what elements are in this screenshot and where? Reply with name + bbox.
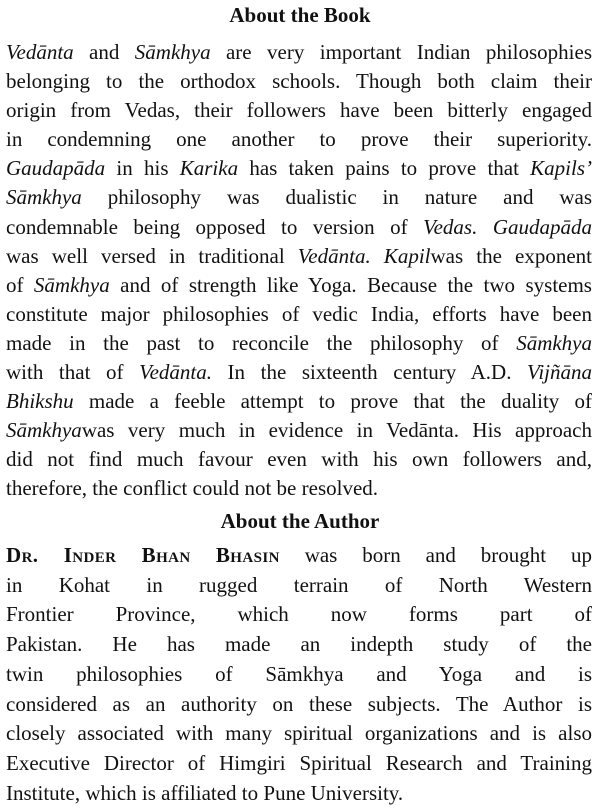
text-run: made in the past to reconcile the philosophy of xyxy=(6,330,517,355)
italic-term: Sāmkhya xyxy=(33,272,110,297)
text-line xyxy=(6,719,592,749)
italic-term: Sāmkhya xyxy=(516,330,592,355)
text-run: and of strength like Yoga. Because the two systems xyxy=(109,272,592,297)
text-line xyxy=(6,213,592,242)
text-line xyxy=(6,474,592,503)
text-line xyxy=(6,779,592,808)
text-run: in Kohat in rugged terrain of North Western xyxy=(6,572,592,597)
text-line xyxy=(6,749,592,779)
text-line xyxy=(6,300,592,329)
text-line xyxy=(6,541,592,571)
text-run: Pakistan. He has made an indepth study of the xyxy=(6,632,592,657)
italic-term: Sāmkhya xyxy=(134,40,211,64)
italic-term: Sāmkhya xyxy=(6,185,82,210)
text-run: therefore, the conflict could not be resolved. xyxy=(6,476,379,501)
text-run: are very important Indian philosophies xyxy=(210,40,592,64)
text-run: was the exponent xyxy=(430,243,592,268)
text-line xyxy=(6,690,592,720)
text-run: closely associated with many spiritual organizations and is also xyxy=(6,721,592,746)
text-run: did not find much favour even with his own followers and, xyxy=(6,447,592,472)
text-run: in his xyxy=(105,156,180,181)
italic-term: Vedānta xyxy=(6,40,74,64)
about-the-author-paragraph xyxy=(6,541,592,808)
text-run: In the sixteenth century A.D. xyxy=(211,360,528,385)
text-run: philosophy was dualistic in nature and was xyxy=(81,185,592,210)
text-line xyxy=(6,242,592,271)
text-line xyxy=(6,271,592,300)
italic-term: Sāmkhya xyxy=(6,418,82,443)
text-run: was well versed in traditional xyxy=(6,243,298,268)
text-run: in condemning one another to prove their superiority. xyxy=(6,127,592,152)
about-the-book-heading: About the Book xyxy=(229,3,371,27)
italic-term: Vedānta. Kapil xyxy=(297,243,431,268)
about-the-book-paragraph xyxy=(6,38,592,504)
text-line xyxy=(6,660,592,690)
text-run: with that of xyxy=(6,360,140,385)
text-line xyxy=(6,329,592,358)
italic-term: Vedānta. xyxy=(139,360,212,385)
text-run: was very much in evidence in Vedānta. His approach xyxy=(81,418,592,443)
italic-term: Kapils’ xyxy=(530,156,593,181)
text-line xyxy=(6,358,592,387)
italic-term: Bhikshu xyxy=(6,389,74,414)
text-line xyxy=(6,600,592,630)
text-run: was born and brought up xyxy=(279,543,592,567)
text-line xyxy=(6,38,592,67)
text-line xyxy=(6,67,592,96)
italic-term: Karika xyxy=(179,156,239,181)
text-line xyxy=(6,630,592,660)
italic-term: Vedas. Gaudapāda xyxy=(423,214,592,239)
text-run: origin from Vedas, their followers have been bitterly engaged xyxy=(6,98,592,123)
about-the-author-heading: About the Author xyxy=(220,509,380,533)
text-run: considered as an authority on these subjects. The Author is xyxy=(6,691,592,716)
italic-term: Gaudapāda xyxy=(6,156,106,181)
italic-term: Vijñāna xyxy=(527,360,592,385)
text-run: Institute, which is affiliated to Pune University. xyxy=(6,780,404,805)
text-run: Executive Director of Himgiri Spiritual Research and Training xyxy=(6,750,592,775)
text-line xyxy=(6,416,592,445)
text-run: has taken pains to prove that xyxy=(238,156,531,181)
text-line xyxy=(6,125,592,154)
text-line xyxy=(6,154,592,183)
author-name: Dr. Inder Bhan Bhasin xyxy=(6,543,280,567)
text-run: belonging to the orthodox schools. Though both claim their xyxy=(6,69,592,94)
text-line xyxy=(6,183,592,212)
text-line xyxy=(6,387,592,416)
text-run: condemnable being opposed to version of xyxy=(6,214,424,239)
text-run: and xyxy=(73,40,135,64)
text-run: Frontier Province, which now forms part of xyxy=(6,602,592,627)
text-line xyxy=(6,445,592,474)
text-run: of xyxy=(6,272,34,297)
text-run: constitute major philosophies of vedic India, efforts have been xyxy=(6,301,592,326)
text-line xyxy=(6,96,592,125)
text-line xyxy=(6,571,592,601)
text-run: made a feeble attempt to prove that the duality of xyxy=(73,389,592,414)
text-run: twin philosophies of Sāmkhya and Yoga and is xyxy=(6,661,592,686)
